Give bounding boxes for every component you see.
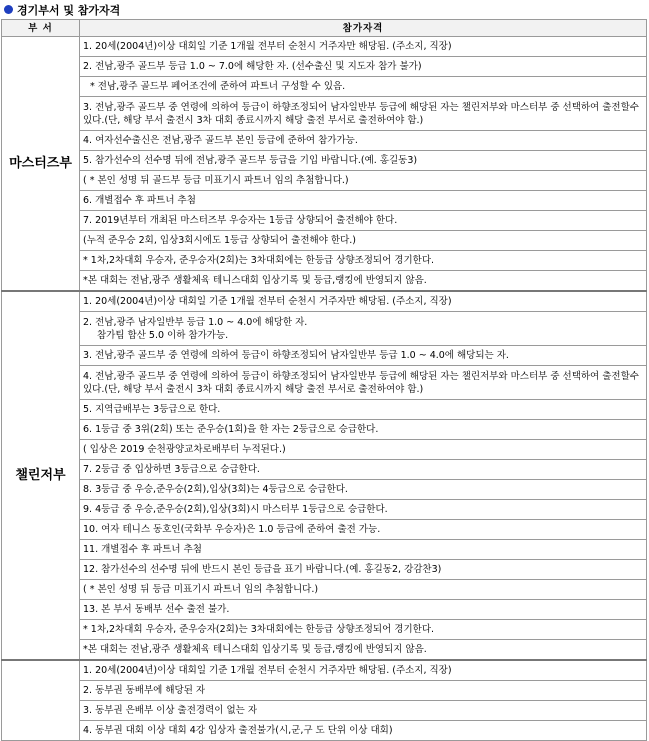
table-row	[2, 580, 647, 600]
qualification-item	[80, 721, 647, 741]
qualification-item	[80, 77, 647, 97]
table-row	[2, 701, 647, 721]
table-row	[2, 540, 647, 560]
table-row	[2, 211, 647, 231]
qualification-text: 2. 동부권 동배부에 해당된 자	[83, 685, 206, 696]
table-row	[2, 191, 647, 211]
qualification-text: * 전남,광주 골드부 페어조건에 준하여 파트너 구성할 수 있음.	[90, 81, 346, 92]
qualification-item	[80, 312, 647, 346]
qualification-text: 6. 개별접수 후 파트너 추첨	[83, 195, 196, 206]
qualification-text: (누적 준우승 2회, 입상3회시에도 1등급 상향되어 출전해야 한다.)	[83, 235, 356, 246]
qualification-item	[80, 346, 647, 366]
table-row	[2, 721, 647, 741]
qualification-text: * 1차,2차대회 우승자, 준우승자(2회)는 3차대회에는 한등급 상향조정되어 경기한다.	[83, 255, 435, 266]
section-title-text: 경기부서 및 참가자격	[17, 3, 121, 17]
header-qualification: 참가자격	[80, 20, 647, 37]
bullet-icon	[4, 5, 13, 14]
qualification-item	[80, 171, 647, 191]
table-row	[2, 440, 647, 460]
qualification-text: 10. 여자 테니스 동호인(국화부 우승자)은 1.0 등급에 준하여 출전 가능.	[83, 524, 381, 535]
qualification-text: 1. 20세(2004년)이상 대회일 기준 1개월 전부터 순천시 거주자만 해당됨. (주소지, 직장)	[83, 665, 452, 676]
qualification-text: ( * 본인 성명 뒤 등급 미표기시 파트너 임의 추첨합니다.)	[83, 584, 319, 595]
qualification-text: 8. 3등급 중 우승,준우승(2회),입상(3회)는 4등급으로 승급한다.	[83, 484, 348, 495]
qualification-item	[80, 97, 647, 131]
qualification-item	[80, 191, 647, 211]
qualification-text: 11. 개별접수 후 파트너 추첨	[83, 544, 202, 555]
qualification-text: 3. 전남,광주 골드부 중 연령에 의하여 등급이 하향조정되어 남자일반부 등급 1.0 ~ 4.0에 해당되는 자.	[83, 350, 509, 361]
qualification-item	[80, 57, 647, 77]
qualification-text: 5. 지역급배부는 3등급으로 한다.	[83, 404, 221, 415]
qualification-item	[80, 131, 647, 151]
table-row	[2, 131, 647, 151]
qualification-item	[80, 211, 647, 231]
table-row	[2, 480, 647, 500]
qualification-item	[80, 231, 647, 251]
qualification-item	[80, 480, 647, 500]
table-row	[2, 271, 647, 292]
qualification-text: 7. 2등급 중 입상하면 3등급으로 승급한다.	[83, 464, 260, 475]
table-row	[2, 231, 647, 251]
qualification-text: 4. 동부권 대회 이상 대회 4강 입상자 출전불가(시,군,구 도 단위 이상 대회)	[83, 725, 393, 736]
table-row	[2, 151, 647, 171]
qualification-item	[80, 37, 647, 57]
table-row	[2, 171, 647, 191]
qualification-text: ( 입상은 2019 순천광양교차로배부터 누적된다.)	[83, 444, 286, 455]
table-row	[2, 560, 647, 580]
qualification-text: ( * 본인 성명 뒤 골드부 등급 미표기시 파트너 임의 추첨합니다.)	[83, 175, 349, 186]
table-row	[2, 500, 647, 520]
table-header-row	[2, 20, 647, 37]
qualification-table	[1, 19, 647, 741]
qualification-item	[80, 560, 647, 580]
table-row	[2, 460, 647, 480]
header-division: 부 서	[2, 20, 80, 37]
qualification-item	[80, 440, 647, 460]
table-row	[2, 640, 647, 661]
section-title	[0, 0, 649, 19]
qualification-text: 12. 참가선수의 선수명 뒤에 반드시 본인 등급을 표기 바랍니다.(예. 홍길동2, 강감찬3)	[83, 564, 442, 575]
table-row	[2, 600, 647, 620]
table-row	[2, 366, 647, 400]
qualification-item	[80, 520, 647, 540]
table-body	[2, 37, 647, 741]
division-name: 챌린저부	[2, 291, 80, 660]
qualification-text: 7. 2019년부터 개최된 마스터즈부 우승자는 1등급 상향되어 출전해야 한다.	[83, 215, 398, 226]
qualification-item	[80, 540, 647, 560]
qualification-text: 1. 20세(2004년)이상 대회일 기준 1개월 전부터 순천시 거주자만 해당됨. (주소지, 직장)	[83, 296, 452, 307]
qualification-item	[80, 681, 647, 701]
division-name: 마스터즈부	[2, 37, 80, 292]
table-row	[2, 291, 647, 312]
table-row	[2, 520, 647, 540]
qualification-item	[80, 271, 647, 292]
qualification-text: 3. 동부권 은배부 이상 출전경력이 없는 자	[83, 705, 258, 716]
table-row	[2, 312, 647, 346]
table-row	[2, 57, 647, 77]
division-name	[2, 660, 80, 741]
qualification-item	[80, 251, 647, 271]
qualification-item	[80, 151, 647, 171]
qualification-text: 2. 전남,광주 남자일반부 등급 1.0 ~ 4.0에 해당한 자.	[83, 316, 308, 328]
qualification-text: 6. 1등급 중 3위(2회) 또는 준우승(1회)을 한 자는 2등급으로 승급한다.	[83, 424, 379, 435]
qualification-text: *본 대회는 전남,광주 생활체육 테니스대회 입상기록 및 등급,랭킹에 반영되지 않음.	[83, 275, 427, 286]
qualification-item	[80, 366, 647, 400]
qualification-text: *본 대회는 전남,광주 생활체육 테니스대회 입상기록 및 등급,랭킹에 반영되지 않음.	[83, 644, 427, 655]
qualification-item	[80, 460, 647, 480]
qualification-text: 13. 본 부서 동배부 선수 출전 불가.	[83, 604, 230, 615]
qualification-text: 9. 4등급 중 우승,준우승(2회),입상(3회)시 마스터부 1등급으로 승급한다.	[83, 504, 388, 515]
qualification-item	[80, 701, 647, 721]
table-row	[2, 420, 647, 440]
table-row	[2, 681, 647, 701]
qualification-text: 2. 전남,광주 골드부 등급 1.0 ~ 7.0에 해당한 자. (선수출신 및 지도자 참가 불가)	[83, 61, 422, 72]
table-row	[2, 660, 647, 681]
qualification-item	[80, 291, 647, 312]
qualification-text: * 1차,2차대회 우승자, 준우승자(2회)는 3차대회에는 한등급 상향조정되어 경기한다.	[83, 624, 435, 635]
table-row	[2, 400, 647, 420]
qualification-item	[80, 600, 647, 620]
qualification-item	[80, 500, 647, 520]
qualification-item	[80, 580, 647, 600]
qualification-text: 1. 20세(2004년)이상 대회일 기준 1개월 전부터 순천시 거주자만 해당됨. (주소지, 직장)	[83, 41, 452, 52]
qualification-item	[80, 660, 647, 681]
qualification-text: 4. 여자선수출신은 전남,광주 골드부 본인 등급에 준하여 참가가능.	[83, 135, 358, 146]
table-row	[2, 77, 647, 97]
table-row	[2, 97, 647, 131]
table-row	[2, 620, 647, 640]
qualification-text: 3. 전남,광주 골드부 중 연령에 의하여 등급이 하향조정되어 남자일반부 등급에 해당된 자는 챌린저부와 마스터부 중 선택하여 출전할수있다.(단, 해당 부서 출전시 3차 대회 종료시까지 해당 출전 부서로 출전하여야 함.)	[83, 101, 639, 126]
qualification-item	[80, 620, 647, 640]
qualification-item	[80, 400, 647, 420]
qualification-subtext: 참가팀 합산 5.0 이하 참가가능.	[97, 329, 229, 341]
qualification-text: 4. 전남,광주 골드부 중 연령에 의하여 등급이 하향조정되어 남자일반부 등급에 해당된 자는 챌린저부와 마스터부 중 선택하여 출전할수있다.(단, 해당 부서 출전시 3차 대회 종료시까지 해당 출전 부서로 출전하여야 함.)	[83, 370, 639, 395]
table-row	[2, 37, 647, 57]
table-row	[2, 346, 647, 366]
qualification-item	[80, 640, 647, 661]
table-row	[2, 251, 647, 271]
qualification-text: 5. 참가선수의 선수명 뒤에 전남,광주 골드부 등급을 기입 바랍니다.(예. 홍길동3)	[83, 155, 418, 166]
qualification-item	[80, 420, 647, 440]
